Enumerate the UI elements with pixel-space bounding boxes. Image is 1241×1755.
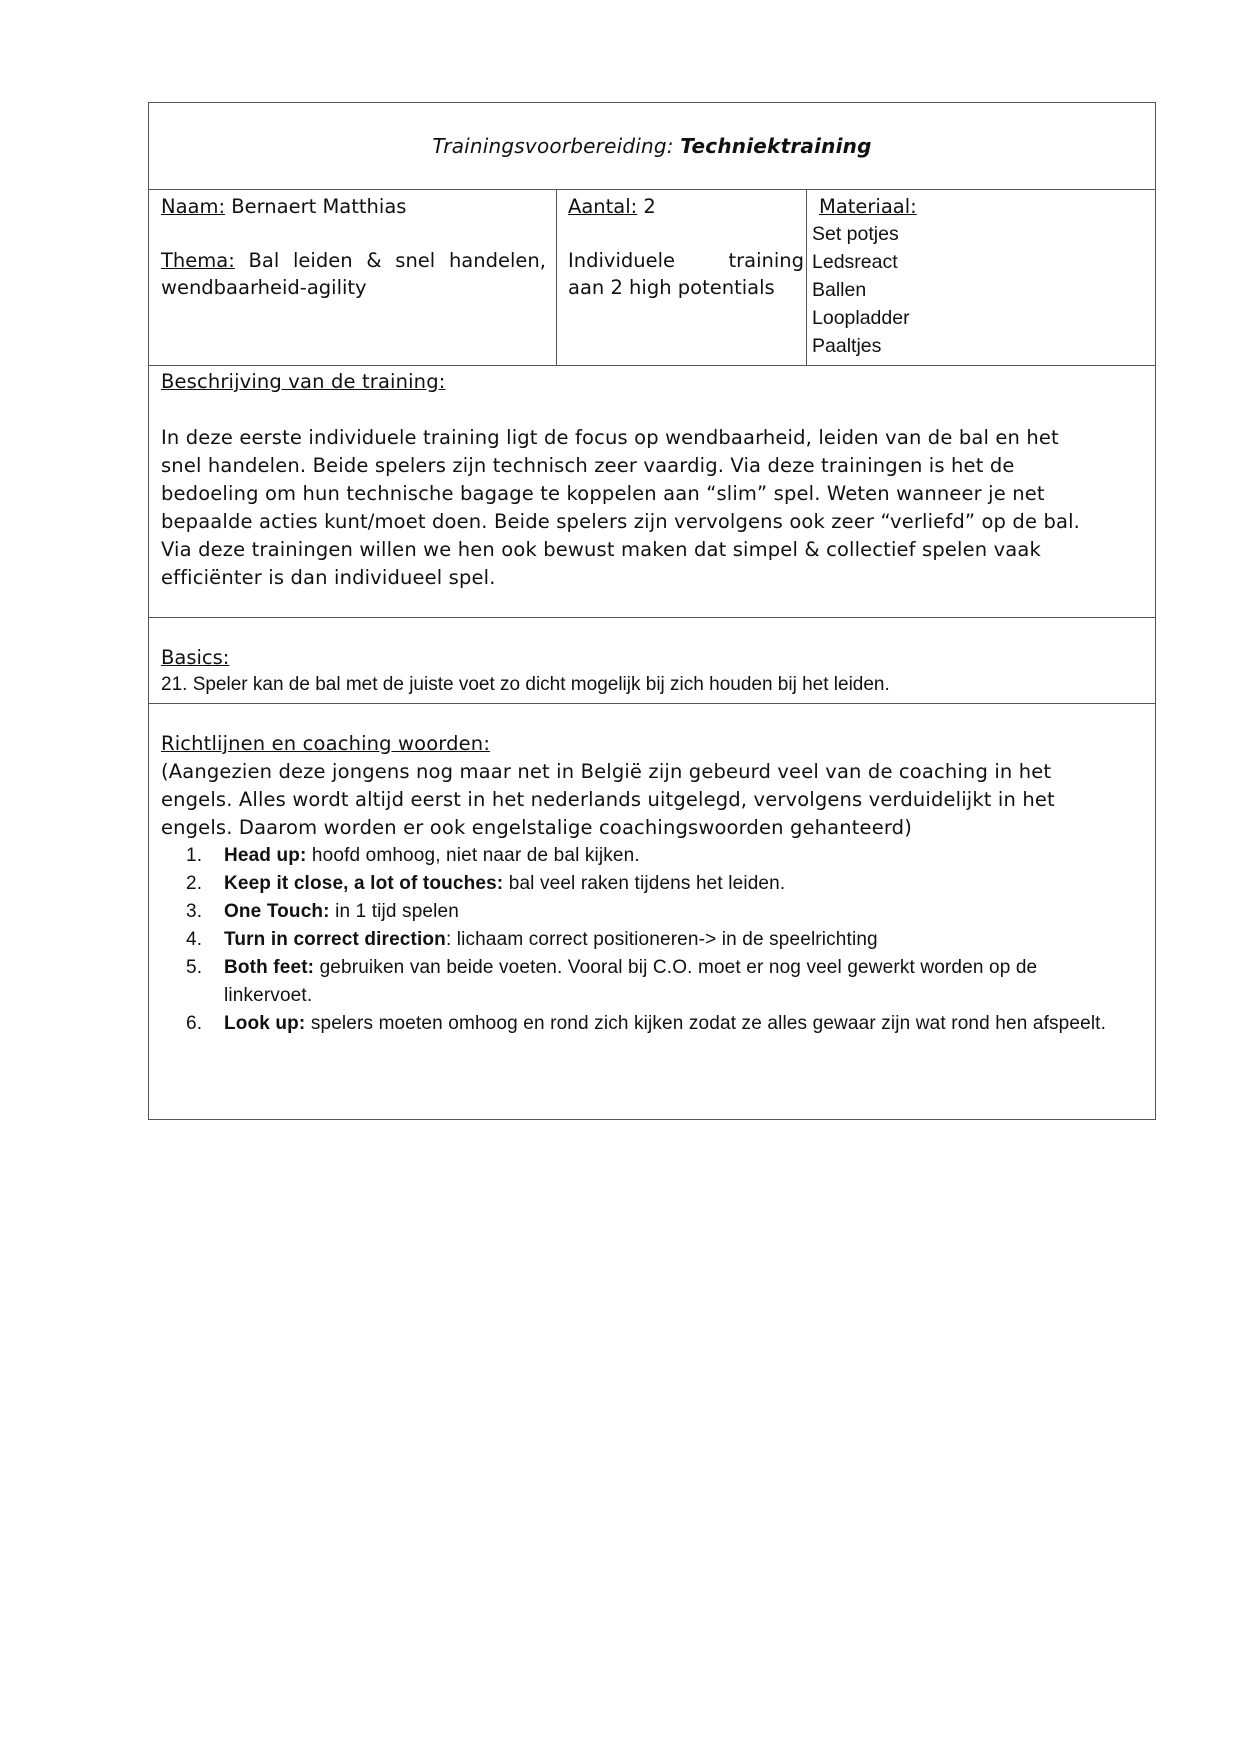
coaching-heading: Richtlijnen en coaching woorden:	[161, 732, 491, 755]
thema-word: handelen,	[448, 249, 546, 272]
coaching-item-text: : lichaam correct positioneren-> in de speelrichting	[445, 929, 878, 950]
coaching-item-number: 6.	[186, 1013, 203, 1034]
naam-label: Naam:	[161, 195, 226, 218]
coaching-item-text: gebruiken van beide voeten. Vooral bij C.O. moet er nog veel gewerkt worden op de linkervoet.	[224, 957, 1038, 1006]
coaching-item-term: Head up:	[224, 845, 307, 866]
coaching-item-term: Turn in correct direction	[224, 929, 446, 950]
basics-heading: Basics:	[161, 646, 230, 669]
materiaal-item: Paaltjes	[812, 335, 882, 357]
aantal-desc-line-1	[568, 247, 804, 274]
thema-word: Bal	[248, 249, 280, 272]
coaching-intro-line: engels. Daarom worden er ook engelstalige coachingswoorden gehanteerd)	[161, 816, 912, 839]
materiaal-list	[812, 220, 1149, 360]
materiaal-label: Materiaal:	[819, 195, 917, 218]
description-line: snel handelen. Beide spelers zijn technisch zeer vaardig. Via deze trainingen is het de	[161, 454, 1015, 477]
training-form-table	[148, 102, 1156, 1120]
coaching-item-text: spelers moeten omhoog en rond zich kijken zodat ze alles gewaar zijn wat rond hen afspeelt.	[305, 1013, 1107, 1034]
thema-line-2: wendbaarheid-agility	[161, 276, 367, 299]
aantal-cell	[557, 190, 807, 365]
coaching-item	[161, 1010, 1151, 1038]
title-row	[149, 103, 1155, 190]
coaching-item-body	[224, 954, 1151, 1010]
description-line: Via deze trainingen willen we hen ook bewust maken dat simpel & collectief spelen vaak	[161, 538, 1041, 561]
description-line: efficiënter is dan individueel spel.	[161, 566, 496, 589]
coaching-item-number: 1.	[186, 845, 203, 866]
thema-word: snel	[395, 249, 436, 272]
thema-word: &	[366, 249, 382, 272]
materiaal-cell	[807, 190, 1155, 365]
coaching-item-term: One Touch:	[224, 901, 330, 922]
coaching-item-term: Look up:	[224, 1013, 306, 1034]
coaching-item	[161, 898, 1151, 926]
coaching-item-number: 4.	[186, 929, 203, 950]
aantal-value: 2	[637, 195, 656, 218]
basics-text: 21. Speler kan de bal met de juiste voet zo dicht mogelijk bij zich houden bij het leiden.	[161, 674, 890, 695]
coaching-item	[161, 870, 1151, 898]
basics-row	[149, 618, 1155, 704]
aantal-line	[568, 193, 804, 220]
coaching-item-number: 5.	[186, 957, 203, 978]
aantal-desc-line-2: aan 2 high potentials	[568, 276, 775, 299]
aantal-label: Aantal:	[568, 195, 638, 218]
coaching-item-term: Both feet:	[224, 957, 315, 978]
info-row	[149, 190, 1155, 366]
naam-value: Bernaert Matthias	[225, 195, 407, 218]
coaching-intro-line: (Aangezien deze jongens nog maar net in België zijn gebeurd veel van de coaching in het	[161, 760, 1052, 783]
materiaal-item: Loopladder	[812, 307, 910, 329]
description-line: bedoeling om hun technische bagage te koppelen aan “slim” spel. Weten wanneer je net	[161, 482, 1045, 505]
aantal-word: training	[728, 249, 804, 272]
description-row	[149, 366, 1155, 618]
naam-thema-cell	[149, 190, 557, 365]
coaching-intro-line: engels. Alles wordt altijd eerst in het nederlands uitgelegd, vervolgens verduidelijkt in het	[161, 788, 1055, 811]
description-heading: Beschrijving van de training:	[161, 370, 446, 393]
thema-line-1	[161, 247, 546, 274]
title-prefix: Trainingsvoorbereiding:	[432, 134, 674, 158]
coaching-list	[161, 842, 1151, 1038]
coaching-item	[161, 842, 1151, 870]
materiaal-item: Ledsreact	[812, 251, 898, 273]
coaching-item	[161, 954, 1151, 1010]
thema-word: leiden	[293, 249, 353, 272]
coaching-item-body	[224, 898, 1151, 926]
naam-line	[161, 193, 546, 220]
title-main: Techniektraining	[680, 134, 872, 158]
materiaal-heading	[812, 193, 1149, 220]
materiaal-item: Ballen	[812, 279, 867, 301]
coaching-item-number: 2.	[186, 873, 203, 894]
materiaal-item: Set potjes	[812, 223, 899, 245]
thema-label: Thema:	[161, 249, 235, 272]
coaching-item-text: hoofd omhoog, niet naar de bal kijken.	[306, 845, 640, 866]
coaching-row	[149, 704, 1155, 1119]
description-line: In deze eerste individuele training ligt de focus op wendbaarheid, leiden van de bal en het	[161, 426, 1059, 449]
coaching-item-text: bal veel raken tijdens het leiden.	[503, 873, 786, 894]
coaching-item-term: Keep it close, a lot of touches:	[224, 873, 504, 894]
coaching-item	[161, 926, 1151, 954]
aantal-word: Individuele	[568, 249, 676, 272]
coaching-item-number: 3.	[186, 901, 203, 922]
coaching-item-body	[224, 1010, 1151, 1038]
coaching-item-text: in 1 tijd spelen	[329, 901, 459, 922]
coaching-item-body	[224, 842, 1151, 870]
description-line: bepaalde acties kunt/moet doen. Beide spelers zijn vervolgens ook zeer “verliefd” op de bal.	[161, 510, 1080, 533]
coaching-item-body	[224, 870, 1151, 898]
coaching-item-body	[224, 926, 1151, 954]
